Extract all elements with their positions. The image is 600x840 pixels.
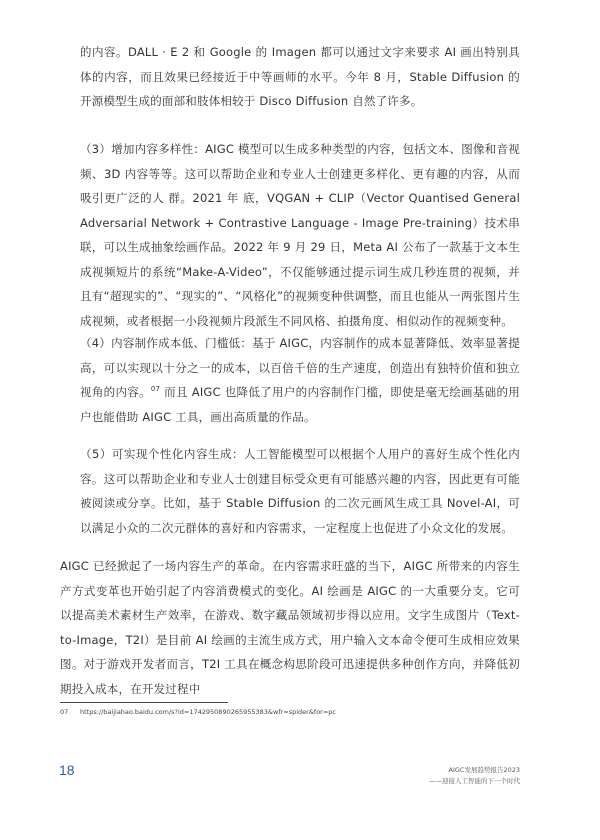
- report-title: AIGC发展趋势报告2023: [448, 766, 520, 774]
- footnote: [60, 708, 336, 716]
- list-item-4-text-after: 而且 AIGC 也降低了用户的内容制作门槛，即使是毫无绘画基础的用户也能借助 AIGC 工具，画出高质量的作品。: [80, 385, 520, 424]
- list-item-3: （3）增加内容多样性：AIGC 模型可以生成多种类型的内容，包括文本、图像和音视频、3D 内容等等。这可以帮助企业和专业人士创建更多样化、更有趣的内容，从而吸引更广泛的人 群。2021 年 底，VQGAN + CLIP（Vector Quantised General Adversarial Network + Contrastive Language - Image Pre-training）技术串联，可以生成抽象绘画作品。2022 年 9 月 29 日，Meta AI 公布了一款基于文本生成视频短片的系统“Make-A-Video”，不仅能够通过提示词生成几秒连贯的视频，并且有“超现实的”、“现实的”、“风格化”的视频变种供调整，而且也能从一两张图片生成视频，或者根据一小段视频片段派生不同风格、拍摄角度、相似动作的视频变种。: [80, 142, 520, 328]
- footnote-reference[interactable]: 07: [150, 385, 161, 394]
- footnote-url[interactable]: https://baijiahao.baidu.com/s?id=1742950890265955383&wfr=spider&for=pc: [80, 708, 336, 716]
- list-item-4-text-before: （4）内容制作成本低、门槛低：基于 AIGC，内容制作的成本显著降低、效率显著提高，可以实现以十分之一的成本，以百倍千倍的生产速度，创造出有独特价值和独立视角的内容。: [80, 336, 520, 399]
- summary-paragraph: AIGC 已经掀起了一场内容生产的革命。在内容需求旺盛的当下，AIGC 所带来的内容生产方式变革也开始引起了内容消费模式的变化。AI 绘画是 AIGC 的一大重要分支。它可以提高美术素材生产效率，在游戏、数字藏品领域初步得以应用。文字生成图片（Text-to-Image，T2I）是目前 AI 绘画的主流生成方式，用户输入文本命令便可生成相应效果图。对于游戏开发者而言，T2I 工具在概念构思阶段可迅速提供多种创作方向，并降低初期投入成本，在开发过程中: [60, 559, 520, 696]
- list-item-5: （5）可实现个性化内容生成：人工智能模型可以根据个人用户的喜好生成个性化内容。这可以帮助企业和专业人士创建目标受众更有可能感兴趣的内容，因此更有可能被阅读或分享。比如，基于 Stable Diffusion 的二次元画风生成工具 Novel-AI，可以满足小众的二次元群体的喜好和内容需求，一定程度上也促进了小众文化的发展。: [80, 447, 520, 535]
- footnote-number: 07: [60, 708, 69, 716]
- list-item-4: [80, 331, 520, 429]
- report-subtitle: ——迎接人工智能的下一个时代: [429, 777, 520, 785]
- footnote-divider: [60, 702, 228, 703]
- page-number: 18: [59, 762, 75, 778]
- intro-paragraph: 的内容。DALL · E 2 和 Google 的 Imagen 都可以通过文字来要求 AI 画出特别具体的内容，而且效果已经接近于中等画师的水平。今年 8 月，Stable Diffusion 的开源模型生成的面部和肢体相较于 Disco Diffusion 自然了许多。: [80, 45, 520, 108]
- running-header: [429, 765, 520, 787]
